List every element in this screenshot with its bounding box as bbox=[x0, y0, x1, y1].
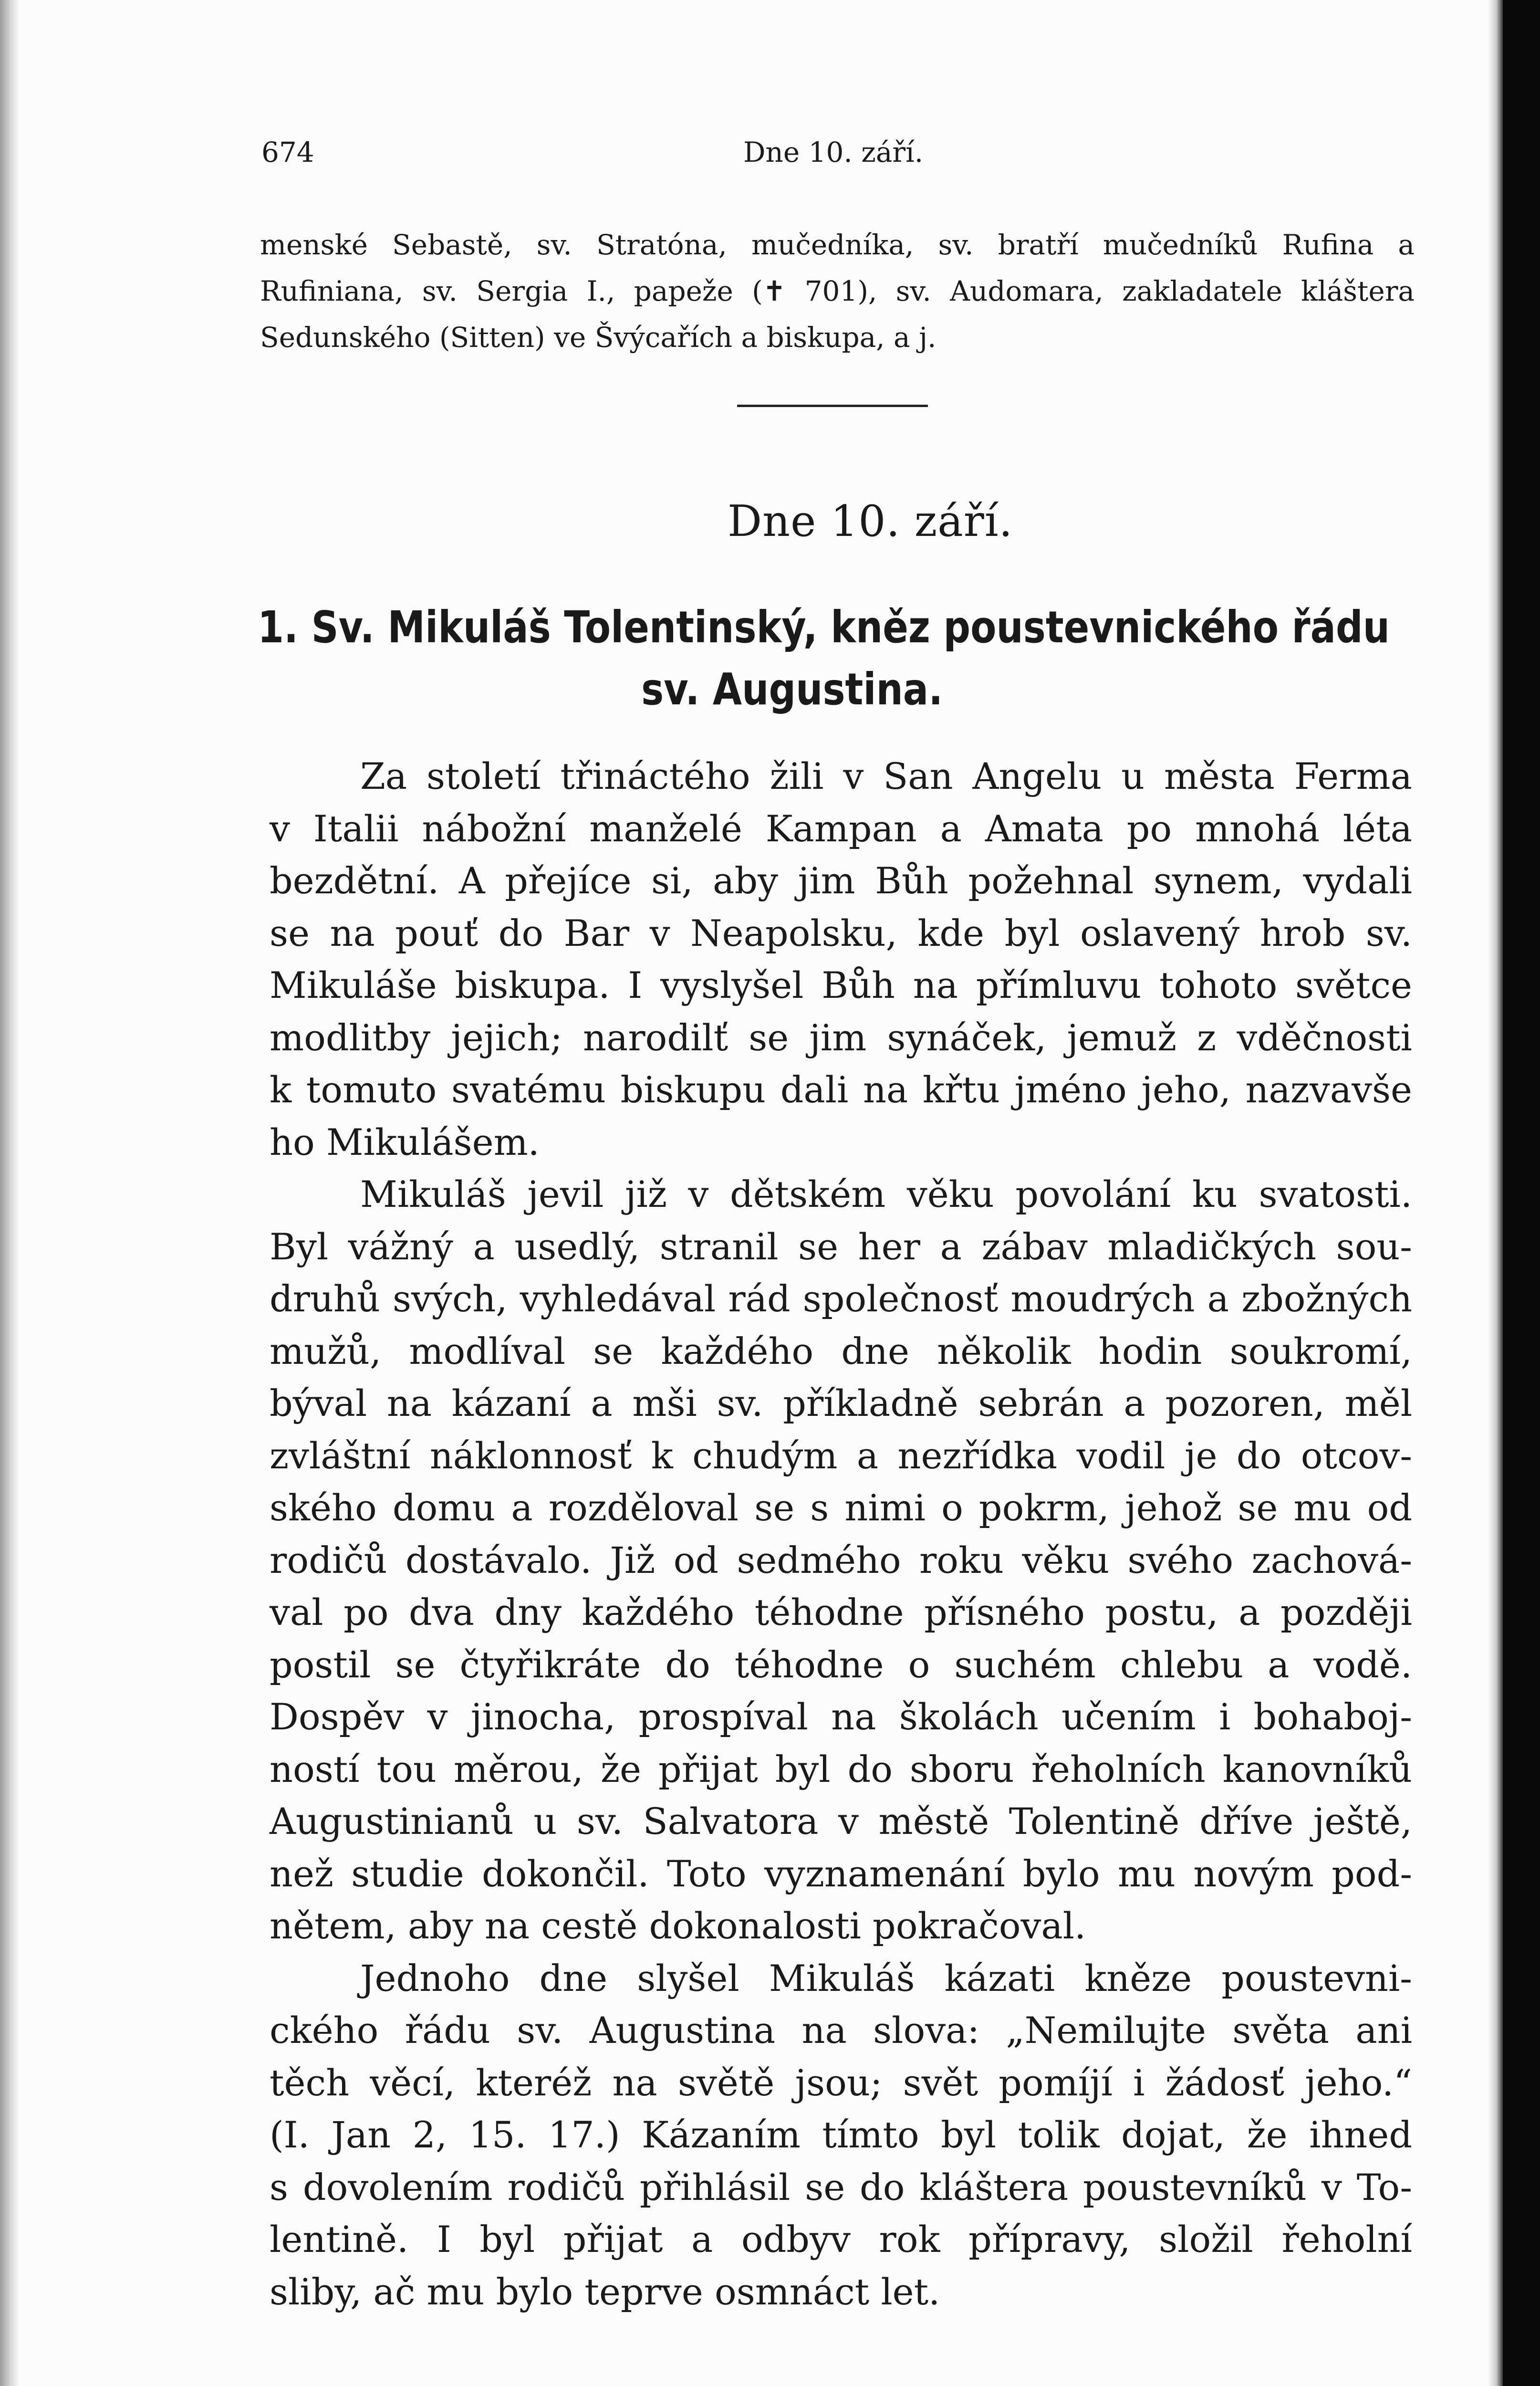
page-left-edge-shadow bbox=[0, 0, 19, 2386]
body-line: postil se čtyřikráte do téhodne o suchém chlebu a vodě. bbox=[270, 1643, 1412, 1686]
intro-paragraph bbox=[260, 222, 1415, 361]
page-header bbox=[261, 136, 1216, 184]
title-line: 1. Sv. Mikuláš Tolentinský, kněz poustevnického řádu bbox=[258, 602, 1390, 653]
body-line: ckého řádu sv. Augustina na slova: „Nemilujte světa ani bbox=[270, 2009, 1412, 2051]
body-line: zvláštní náklonnosť k chudým a nezřídka vodil je do otcov- bbox=[270, 1434, 1412, 1477]
intro-line: Rufiniana, sv. Sergia I., papeže (✝ 701), sv. Audomara, zakladatele kláštera bbox=[260, 275, 1415, 307]
body-line: druhů svých, vyhledával rád společnosť moudrých a zbožných bbox=[270, 1277, 1412, 1320]
body-line: v Italii nábožní manželé Kampan a Amata po mnohá léta bbox=[270, 807, 1412, 850]
page-number: 674 bbox=[261, 136, 314, 168]
body-line: ho Mikulášem. bbox=[270, 1120, 540, 1163]
scan-border bbox=[1503, 0, 1540, 2386]
body-line: s dovolením rodičů přihlásil se do kláštera poustevníků v To- bbox=[270, 2166, 1412, 2208]
body-line: mužů, modlíval se každého dne několik hodin soukromí, bbox=[270, 1329, 1412, 1372]
body-line: val po dva dny každého téhodne přísného postu, a později bbox=[270, 1591, 1412, 1633]
body-line: lentině. I byl přijat a odbyv rok přípravy, složil řeholní bbox=[270, 2218, 1412, 2260]
body-line: k tomuto svatému biskupu dali na křtu jméno jeho, nazvavše bbox=[270, 1068, 1412, 1111]
body-line: než studie dokončil. Toto vyznamenání bylo mu novým pod- bbox=[270, 1852, 1412, 1895]
body-line: Dospěv v jinocha, prospíval na školách učením i bohaboj- bbox=[270, 1695, 1412, 1738]
section-divider bbox=[737, 405, 928, 407]
body-line: rodičů dostávalo. Již od sedmého roku věku svého zachová- bbox=[270, 1538, 1412, 1581]
body-line: Jednoho dne slyšel Mikuláš kázati kněze poustevni- bbox=[360, 1957, 1412, 1999]
intro-line: Sedunského (Sitten) ve Švýcařích a biskupa, a j. bbox=[260, 321, 936, 354]
body-line: bezdětní. A přejíce si, aby jim Bůh požehnal synem, vydali bbox=[270, 859, 1412, 902]
intro-line: menské Sebastě, sv. Stratóna, mučedníka, sv. bratří mučedníků Rufina a bbox=[260, 229, 1415, 261]
body-line: Mikuláše biskupa. I vyslyšel Bůh na přímluvu tohoto světce bbox=[270, 964, 1412, 1006]
body-line: (I. Jan 2, 15. 17.) Kázaním tímto byl tolik dojat, že ihned bbox=[270, 2114, 1412, 2156]
body-line: nětem, aby na cestě dokonalosti pokračoval. bbox=[270, 1905, 1086, 1947]
body-line: ností tou měrou, že přijat byl do sboru řeholních kanovníků bbox=[270, 1748, 1412, 1790]
page-right-edge-shadow bbox=[1488, 0, 1503, 2386]
body-line: Augustinianů u sv. Salvatora v městě Tolentině dříve ještě, bbox=[270, 1800, 1412, 1842]
body-line: Mikuláš jevil již v dětském věku povolání ku svatosti. bbox=[360, 1173, 1412, 1215]
body-text bbox=[270, 750, 1412, 2318]
body-line: Za století třináctého žili v San Angelu u města Ferma bbox=[360, 755, 1412, 797]
body-line: býval na kázaní a mši sv. příkladně sebrán a pozoren, měl bbox=[270, 1382, 1412, 1424]
body-line: těch věcí, kteréž na světě jsou; svět pomíjí i žádosť jeho.“ bbox=[270, 2061, 1412, 2104]
title-line: sv. Augustina. bbox=[641, 664, 943, 715]
body-line: se na pouť do Bar v Neapolsku, kde byl oslavený hrob sv. bbox=[270, 911, 1412, 954]
body-line: modlitby jejich; narodilť se jim synáček, jemuž z vděčnosti bbox=[270, 1016, 1412, 1059]
body-line: Byl vážný a usedlý, stranil se her a zábav mladičkých sou- bbox=[270, 1225, 1412, 1268]
running-title: Dne 10. září. bbox=[743, 136, 924, 168]
section-date-heading: Dne 10. září. bbox=[728, 496, 1013, 546]
body-line: sliby, ač mu bylo teprve osmnáct let. bbox=[270, 2270, 940, 2313]
body-line: ského domu a rozděloval se s nimi o pokrm, jehož se mu od bbox=[270, 1486, 1412, 1529]
saint-title bbox=[258, 596, 1390, 721]
